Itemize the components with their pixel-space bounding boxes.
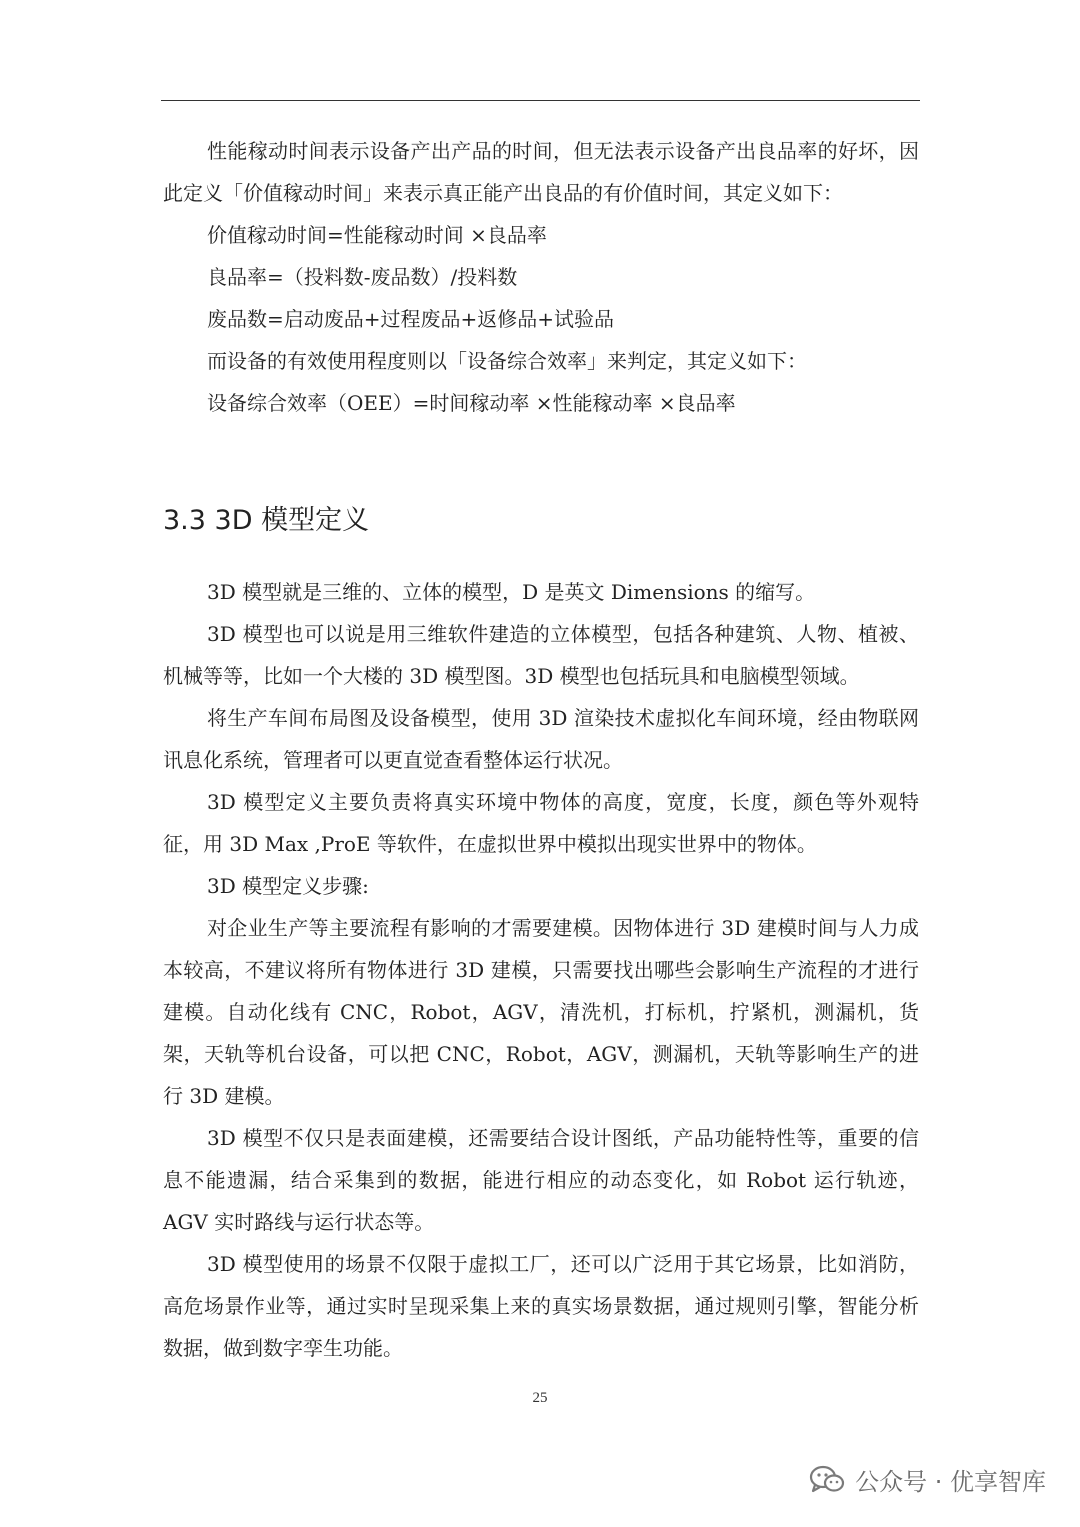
paragraph: 3D 模型定义主要负责将真实环境中物体的高度，宽度，长度，颜色等外观特征，用 3D Max ,ProE 等软件，在虚拟世界中模拟出现实世界中的物体。: [163, 790, 919, 856]
paragraph: 性能稼动时间表示设备产出产品的时间，但无法表示设备产出良品率的好坏，因此定义「价值稼动时间」来表示真正能产出良品的有价值时间，其定义如下：: [163, 139, 919, 205]
paragraph: 3D 模型定义步骤:: [207, 874, 369, 898]
page-number: 25: [532, 1390, 548, 1406]
wechat-icon: [809, 1465, 845, 1495]
document-body: [163, 130, 919, 1369]
header-rule: [161, 100, 920, 101]
formula-line: 废品数=启动废品+过程废品+返修品+试验品: [207, 307, 615, 331]
section-heading: 3.3 3D 模型定义: [163, 505, 370, 536]
paragraph: 3D 模型也可以说是用三维软件建造的立体模型，包括各种建筑、人物、植被、机械等等，比如一个大楼的 3D 模型图。3D 模型也包括玩具和电脑模型领域。: [163, 622, 919, 688]
paragraph: 对企业生产等主要流程有影响的才需要建模。因物体进行 3D 建模时间与人力成本较高，不建议将所有物体进行 3D 建模，只需要找出哪些会影响生产流程的才进行建模。自动化线有 CNC，Robot，AGV，清洗机，打标机，拧紧机，测漏机，货架，天轨等机台设备，可以把 CNC，Robot，AGV，测漏机，天轨等影响生产的进行 3D 建模。: [163, 916, 919, 1108]
paragraph: 将生产车间布局图及设备模型，使用 3D 渲染技术虚拟化车间环境，经由物联网讯息化系统，管理者可以更直觉查看整体运行状况。: [163, 706, 919, 772]
watermark: [809, 1462, 1046, 1497]
formula-line: 设备综合效率（OEE）=时间稼动率 ×性能稼动率 ×良品率: [207, 391, 736, 415]
formula-line: 而设备的有效使用程度则以「设备综合效率」来判定，其定义如下：: [207, 349, 807, 373]
paragraph: 3D 模型使用的场景不仅限于虚拟工厂，还可以广泛用于其它场景，比如消防，高危场景作业等，通过实时呈现采集上来的真实场景数据，通过规则引擎，智能分析数据，做到数字孪生功能。: [163, 1252, 919, 1360]
formula-line: 良品率=（投料数-废品数）/投料数: [207, 265, 518, 289]
formula-line: 价值稼动时间=性能稼动时间 ×良品率: [207, 223, 547, 247]
paragraph: 3D 模型就是三维的、立体的模型，D 是英文 Dimensions 的缩写。: [207, 580, 816, 604]
watermark-text: 公众号 · 优享智库: [855, 1468, 1046, 1496]
paragraph: 3D 模型不仅只是表面建模，还需要结合设计图纸，产品功能特性等，重要的信息不能遗漏，结合采集到的数据，能进行相应的动态变化，如 Robot 运行轨迹，AGV 实时路线与运行状态等。: [163, 1126, 919, 1234]
